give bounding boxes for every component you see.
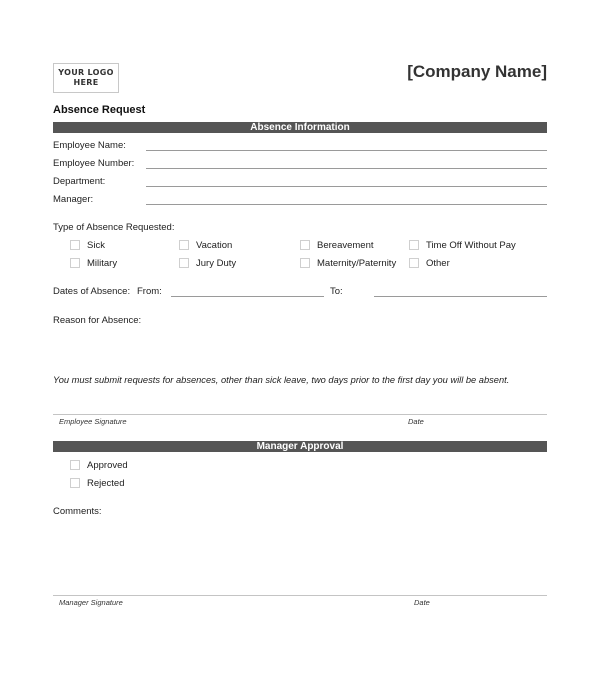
logo-placeholder xyxy=(53,63,119,93)
bereavement-checkbox[interactable] xyxy=(300,240,310,250)
manager-label: Manager: xyxy=(53,194,94,205)
manager-field[interactable] xyxy=(146,204,547,205)
other-label: Other xyxy=(426,258,450,269)
employee-signature-field[interactable] xyxy=(53,414,547,415)
manager-date-label: Date xyxy=(414,598,430,607)
jury-duty-checkbox[interactable] xyxy=(179,258,189,268)
department-field[interactable] xyxy=(146,186,547,187)
manager-signature-field[interactable] xyxy=(53,595,547,596)
maternity-paternity-label: Maternity/Paternity xyxy=(317,258,397,269)
employee-signature-label: Employee Signature xyxy=(59,417,127,426)
comments-field[interactable] xyxy=(53,520,547,590)
department-label: Department: xyxy=(53,176,106,187)
employee-name-field[interactable] xyxy=(146,150,547,151)
employee-number-field[interactable] xyxy=(146,168,547,169)
time-off-without-pay-label: Time Off Without Pay xyxy=(426,240,516,251)
document-title: Absence Request xyxy=(53,104,146,116)
approved-label: Approved xyxy=(87,460,128,471)
military-label: Military xyxy=(87,258,118,269)
from-date-field[interactable] xyxy=(171,296,324,297)
from-label: From: xyxy=(137,286,162,297)
maternity-paternity-checkbox[interactable] xyxy=(300,258,310,268)
approved-checkbox[interactable] xyxy=(70,460,80,470)
bereavement-label: Bereavement xyxy=(317,240,374,251)
employee-name-label: Employee Name: xyxy=(53,140,126,151)
absence-type-label: Type of Absence Requested: xyxy=(53,222,175,233)
rejected-checkbox[interactable] xyxy=(70,478,80,488)
employee-date-label: Date xyxy=(408,417,424,426)
dates-of-absence-label: Dates of Absence: xyxy=(53,286,131,297)
logo-text-line1: YOUR LOGO xyxy=(58,68,114,77)
reason-label: Reason for Absence: xyxy=(53,315,142,326)
manager-signature-label: Manager Signature xyxy=(59,598,123,607)
section-header-manager-approval: Manager Approval xyxy=(53,441,547,452)
sick-label: Sick xyxy=(87,240,105,251)
employee-number-label: Employee Number: xyxy=(53,158,135,169)
to-label: To: xyxy=(330,286,343,297)
vacation-checkbox[interactable] xyxy=(179,240,189,250)
to-date-field[interactable] xyxy=(374,296,547,297)
other-checkbox[interactable] xyxy=(409,258,419,268)
reason-field[interactable] xyxy=(53,328,547,370)
company-name: [Company Name] xyxy=(407,62,547,81)
time-off-without-pay-checkbox[interactable] xyxy=(409,240,419,250)
logo-text-line2: HERE xyxy=(73,78,99,87)
rejected-label: Rejected xyxy=(87,478,125,489)
jury-duty-label: Jury Duty xyxy=(196,258,237,269)
vacation-label: Vacation xyxy=(196,240,233,251)
submission-notice: You must submit requests for absences, other than sick leave, two days prior to the first day you will be absent. xyxy=(53,375,510,385)
sick-checkbox[interactable] xyxy=(70,240,80,250)
military-checkbox[interactable] xyxy=(70,258,80,268)
section-header-absence-information: Absence Information xyxy=(53,122,547,133)
comments-label: Comments: xyxy=(53,506,102,517)
